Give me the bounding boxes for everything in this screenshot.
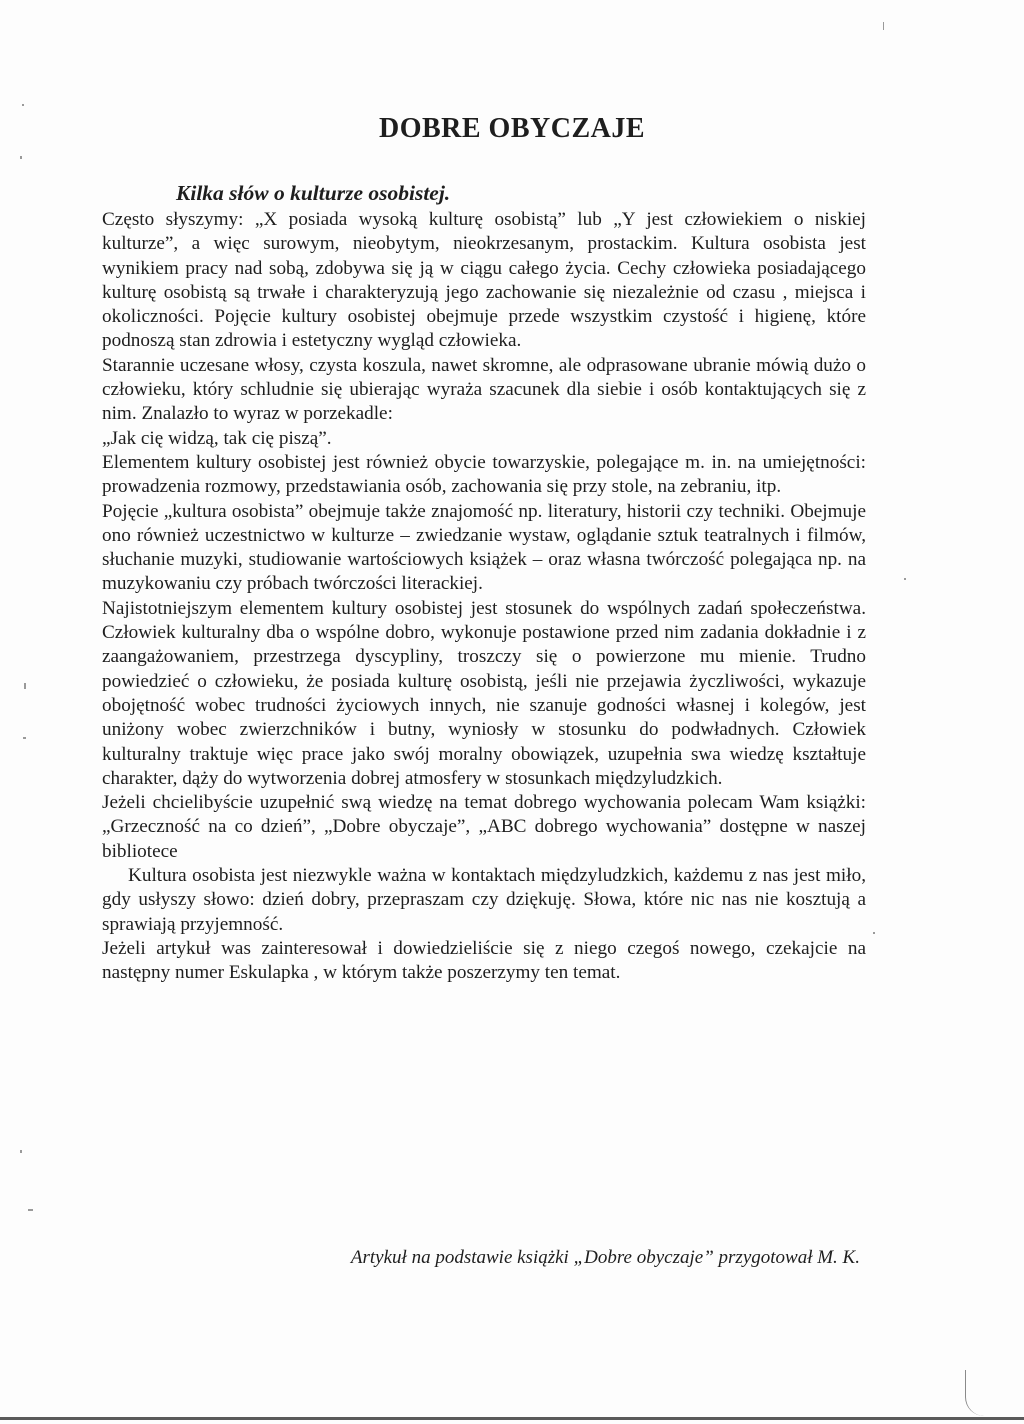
scan-speck xyxy=(23,737,26,739)
scan-speck xyxy=(20,156,22,159)
scan-speck xyxy=(20,1150,22,1153)
paragraph: Jeżeli artykuł was zainteresował i dowiedzieliście się z niego czegoś nowego, czekajcie na następny numer Eskulapka , w którym także poszerzymy ten temat. xyxy=(102,937,866,984)
scan-speck xyxy=(24,683,26,689)
page-bottom-edge xyxy=(0,1417,1024,1420)
paragraph: Kultura osobista jest niezwykle ważna w kontaktach międzyludzkich, każdemu z nas jest miło, gdy usłyszy słowo: dzień dobry, przepraszam czy dziękuję. Słowa, które nic nas nie kosztują a sprawiają przyjemność. xyxy=(102,865,866,935)
paragraph: Starannie uczesane włosy, czysta koszula, nawet skromne, ale odprasowane ubranie mówią dużo o człowieku, który schludnie się ubierając wyraża szacunek dla siebie i osób kontaktujących się z nim. Znalazło to wyraz w porzekadle: xyxy=(102,354,866,425)
paragraph: „Jak cię widzą, tak cię piszą”. xyxy=(102,427,332,449)
paragraph: Jeżeli chcielibyście uzupełnić swą wiedzę na temat dobrego wychowania polecam Wam książki: „Grzeczność na co dzień”, „Dobre obyczaje”, „ABC dobrego wychowania” dostępne w naszej bibliotece xyxy=(102,792,866,862)
page-title: DOBRE OBYCZAJE xyxy=(378,113,646,144)
paper-edge-mark xyxy=(965,1370,984,1416)
article-body xyxy=(102,208,866,986)
scan-speck xyxy=(873,932,875,934)
paragraph: Pojęcie „kultura osobista” obejmuje także znajomość np. literatury, historii czy techniki. Obejmuje ono również uczestnictwo w kulturze – zwiedzanie wystaw, oglądanie sztuk teatralnych i filmów, słuchanie muzyki, studiowanie wartościowych książek – oraz własna twórczość polegająca np. na muzykowaniu czy próbach twórczości literackiej. xyxy=(102,500,866,595)
page-subtitle: Kilka słów o kulturze osobistej. xyxy=(176,181,451,205)
paragraph: Elementem kultury osobistej jest również obycie towarzyskie, polegające m. in. na umiejętności: prowadzenia rozmowy, przedstawiania osób, zachowania się przy stole, na zebraniu, itp. xyxy=(102,451,866,498)
scan-speck xyxy=(28,1209,33,1211)
author-credit: Artykuł na podstawie książki „Dobre obyczaje” przygotował M. K. xyxy=(350,1247,860,1268)
scan-speck xyxy=(22,104,24,106)
scan-speck xyxy=(883,22,884,30)
paragraph: Najistotniejszym elementem kultury osobistej jest stosunek do wspólnych zadań społeczeństwa. Człowiek kulturalny dba o wspólne dobro, wykonuje postawione przed nim zadania dokładnie i z zaangażowaniem, przestrzega dyscypliny, troszczy się o powierzone mu mienie. Trudno powiedzieć o człowieku, że posiada kulturę osobistą, jeśli nie przejawia życzliwości, wykazuje obojętność wobec trudności życiowych innych, nie szanuje godności własnej i kolegów, jest uniżony wobec zwierzchników i butny, wyniosły w stosunku do podwładnych. Człowiek kulturalny traktuje więc prace jako swój moralny obowiązek, uzupełnia swa wiedzę kształtuje charakter, dąży do wytworzenia dobrej atmosfery w stosunkach międzyludzkich. xyxy=(102,597,866,789)
paragraph: Często słyszymy: „X posiada wysoką kulturę osobistą” lub „Y jest człowiekiem o niskiej kulturze”, a więc surowym, nieobytym, nieokrzesanym, prostackim. Kultura osobista jest wynikiem pracy nad sobą, zdobywa się ją w ciągu całego życia. Cechy człowieka posiadającego kulturę osobistą są trwałe i charakteryzują jego zachowanie się niezależnie od czasu , miejsca i okoliczności. Pojęcie kultury osobistej obejmuje przede wszystkim czystość i higienę, które podnoszą stan zdrowia i estetyczny wygląd człowieka. xyxy=(102,209,866,352)
scan-speck xyxy=(904,578,906,580)
